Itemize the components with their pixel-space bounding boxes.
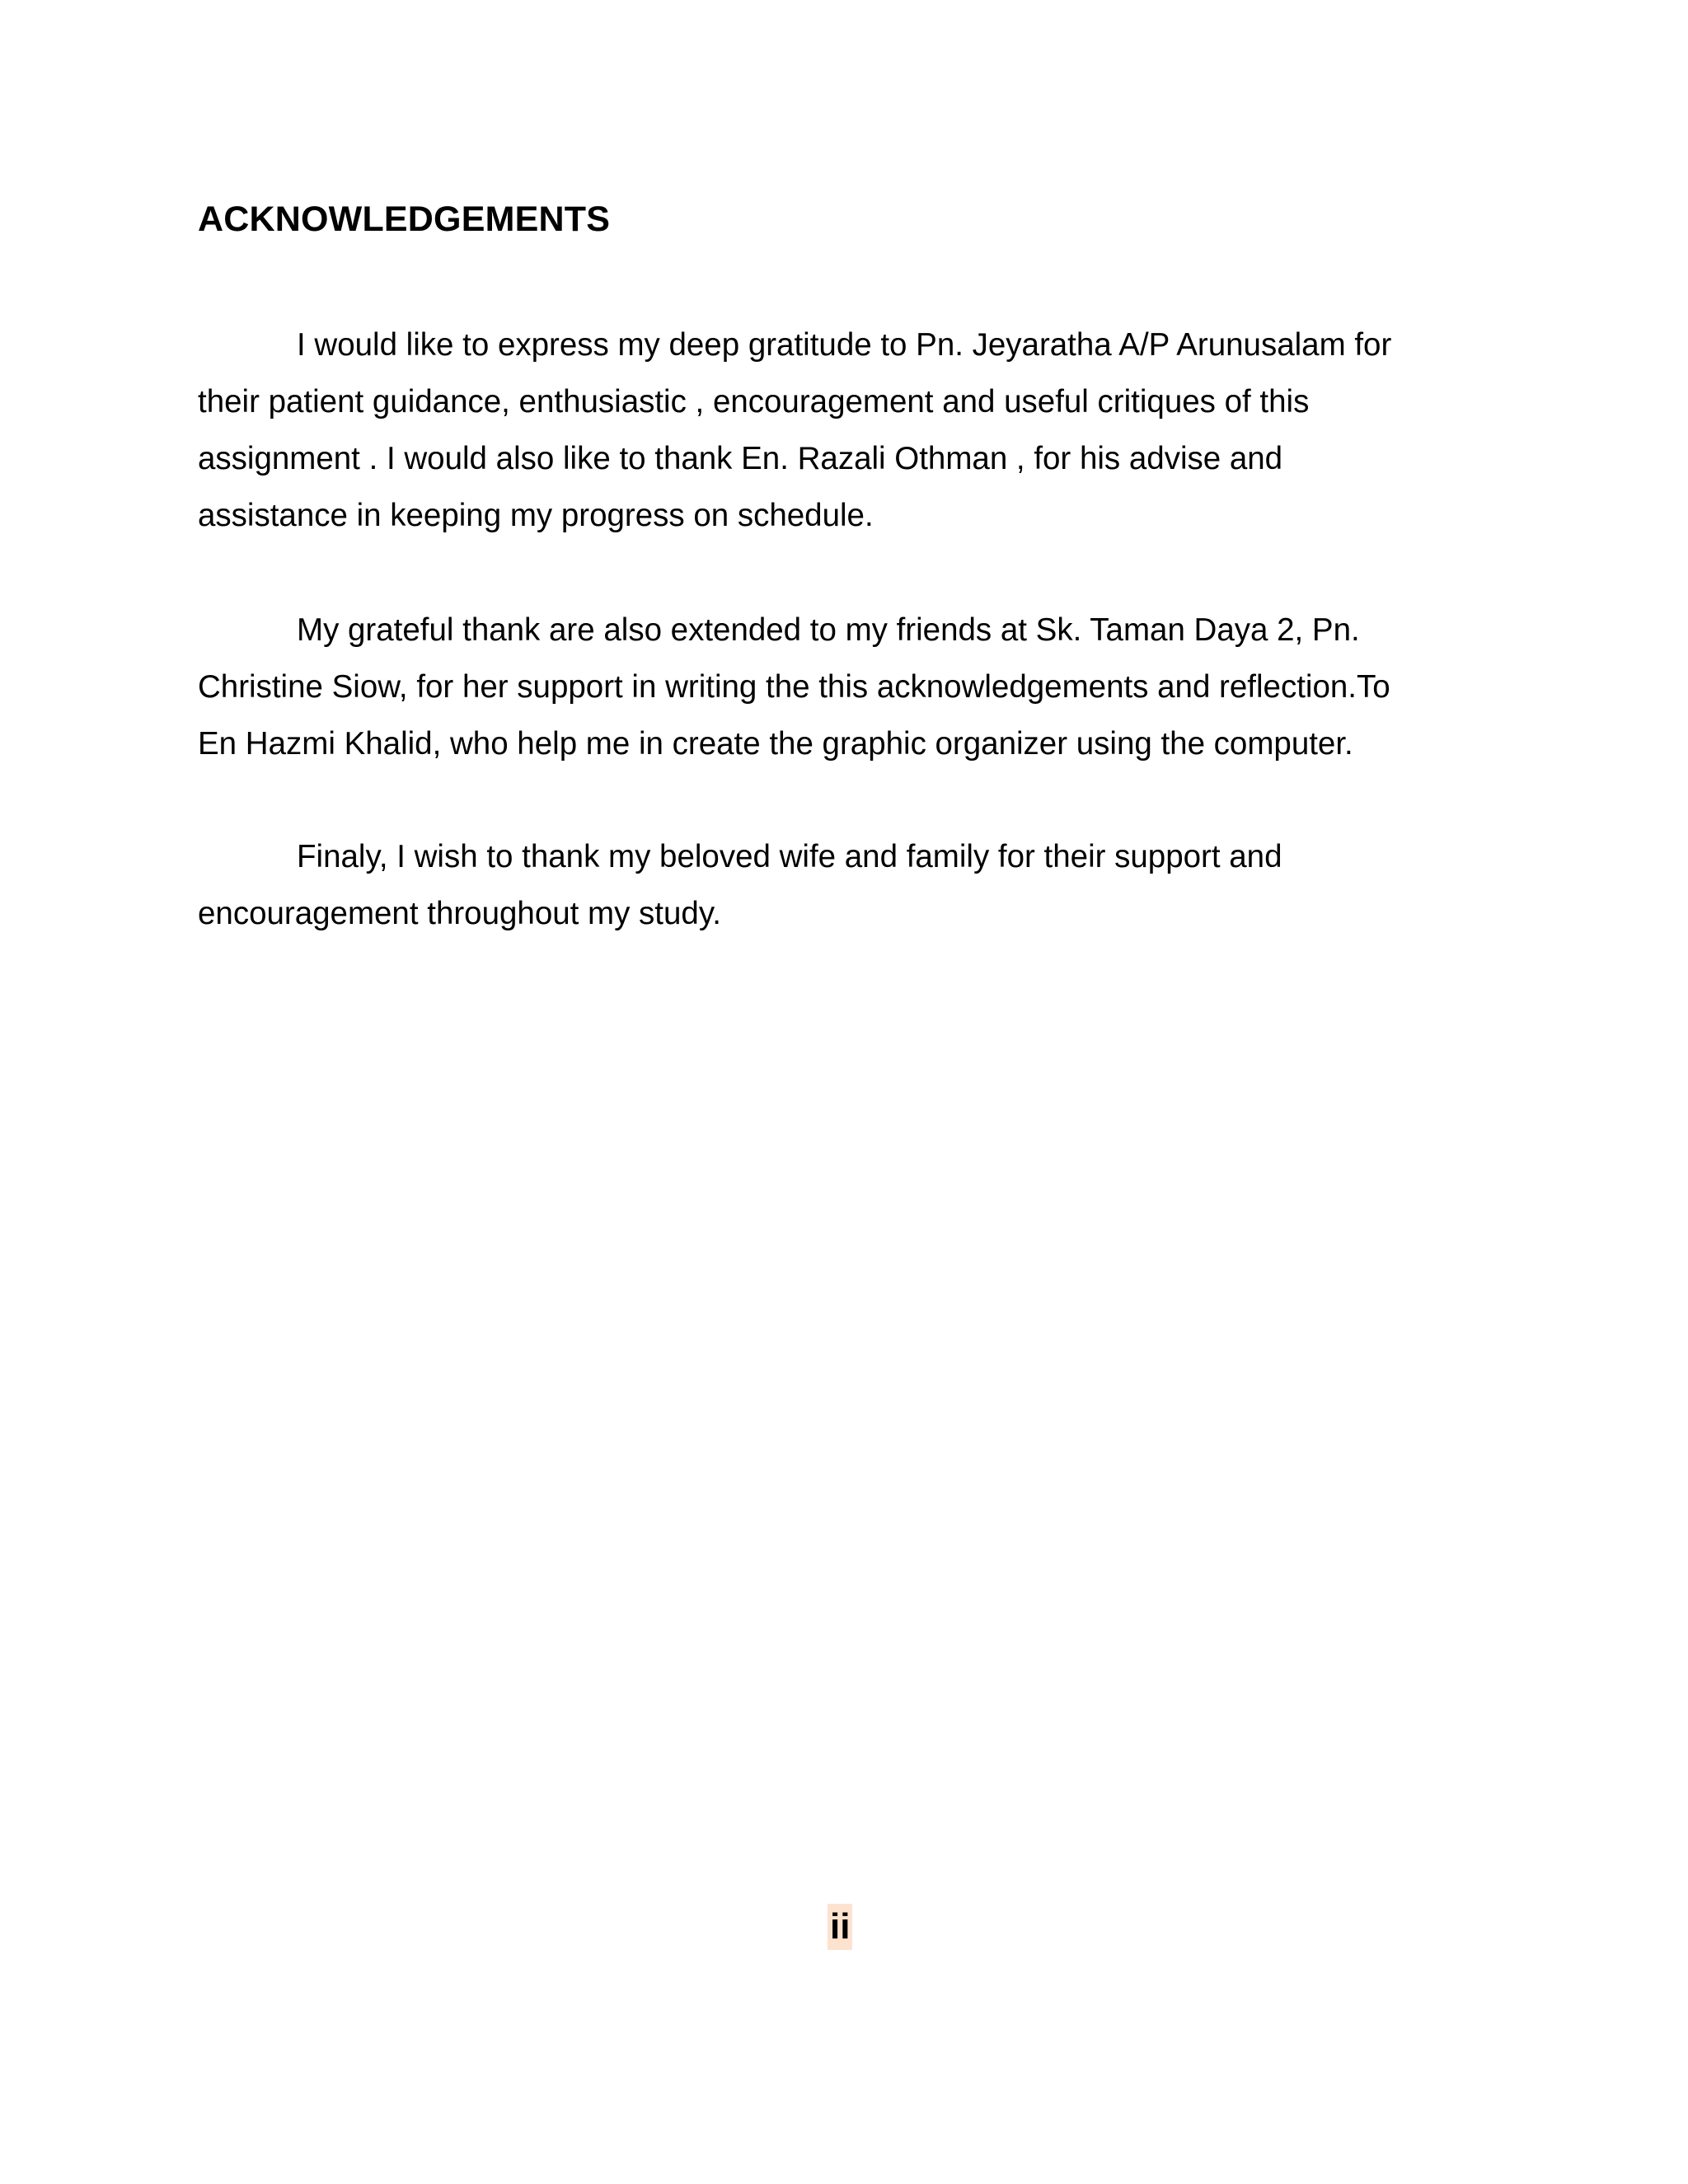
paragraph-line: assistance in keeping my progress on schedule. xyxy=(198,498,874,533)
paragraph-family xyxy=(198,828,1484,942)
paragraph-line: My grateful thank are also extended to my friends at Sk. Taman Daya 2, Pn. xyxy=(297,612,1360,648)
paragraph-line: I would like to express my deep gratitude to Pn. Jeyaratha A/P Arunusalam for xyxy=(297,327,1392,363)
paragraph-line: Christine Siow, for her support in writing the this acknowledgements and reflection.To xyxy=(198,669,1390,705)
page-number: ii xyxy=(828,1904,852,1950)
paragraph-line: En Hazmi Khalid, who help me in create the graphic organizer using the computer. xyxy=(198,726,1353,762)
paragraph-line: their patient guidance, enthusiastic , encouragement and useful critiques of this xyxy=(198,384,1310,419)
paragraph-friends xyxy=(198,602,1484,772)
paragraph-line: Finaly, I wish to thank my beloved wife and family for their support and xyxy=(297,839,1282,874)
page-title: ACKNOWLEDGEMENTS xyxy=(198,199,611,239)
paragraph-line: encouragement throughout my study. xyxy=(198,896,721,931)
paragraph-gratitude xyxy=(198,316,1484,544)
paragraph-line: assignment . I would also like to thank En. Razali Othman , for his advise and xyxy=(198,441,1283,476)
